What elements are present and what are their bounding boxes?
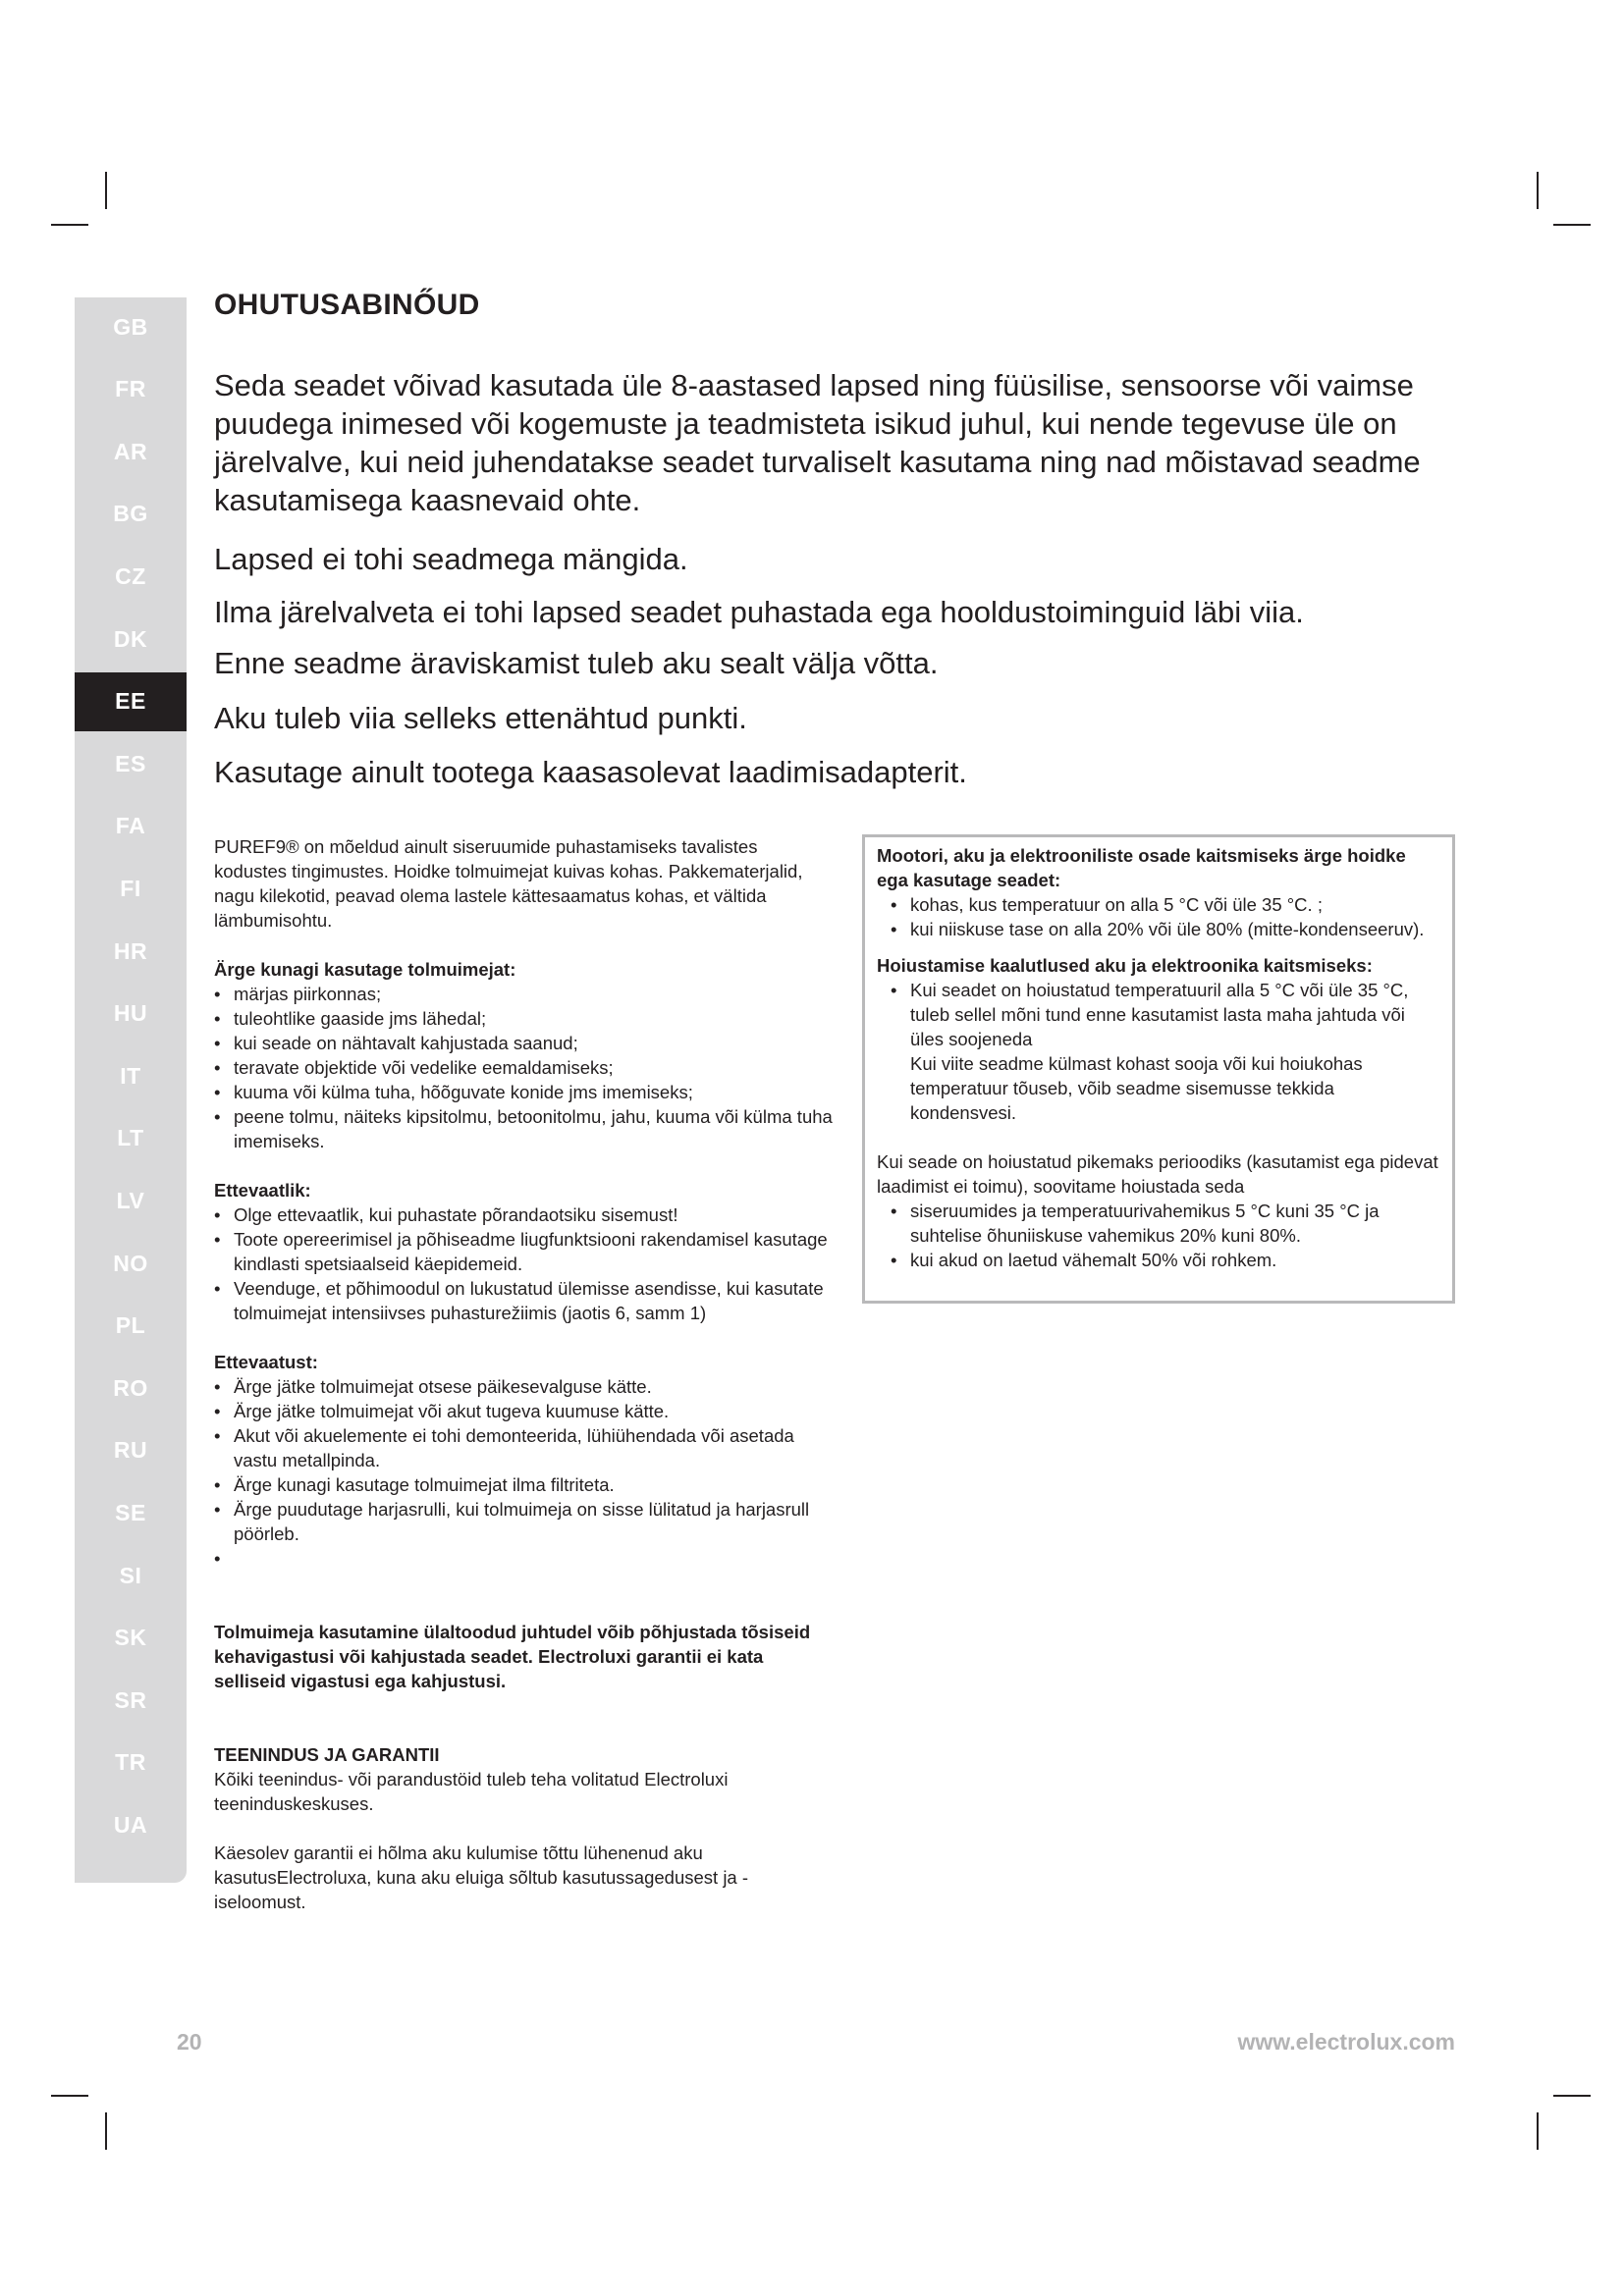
language-tab-no[interactable]: NO (113, 1250, 148, 1276)
section-heading-storage: Hoiustamise kaalutlused aku ja elektroonika kaitsmiseks: (877, 955, 1373, 976)
language-tab-gb[interactable]: GB (113, 313, 148, 340)
language-tab-it[interactable]: IT (120, 1062, 141, 1089)
crop-mark (105, 2112, 107, 2150)
list-item: • Ärge puudutage harjasrulli, kui tolmuimeja on sisse lülitatud ja harjasrull pöörleb. (214, 1497, 833, 1546)
section-heading-careful: Ettevaatlik: (214, 1180, 311, 1201)
language-tab-sk[interactable]: SK (114, 1625, 147, 1651)
language-tab-ar[interactable]: AR (113, 438, 148, 464)
language-tab-cz[interactable]: CZ (115, 562, 146, 589)
storage-continuation: Kui viite seadme külmast kohast sooja või kui hoiukohas temperatuur tõuseb, võib seadme sisemusse tekkida kondensvesi. (910, 1053, 1363, 1123)
language-tab-ee[interactable]: EE (75, 672, 187, 731)
language-tab-ua[interactable]: UA (113, 1811, 148, 1838)
language-tab-es[interactable]: ES (115, 750, 146, 776)
crop-mark (1553, 2095, 1591, 2097)
language-tab-si[interactable]: SI (119, 1562, 142, 1588)
language-tab-se[interactable]: SE (115, 1499, 146, 1525)
intro-paragraph: Kasutage ainult tootega kaasasolevat laadimisadapterit. (214, 755, 967, 789)
language-tab-sr[interactable]: SR (114, 1686, 147, 1713)
section-heading-caution: Ettevaatust: (214, 1352, 318, 1372)
crop-mark (1553, 224, 1591, 226)
crop-mark (1537, 2112, 1539, 2150)
long-storage-list (877, 1199, 1440, 1272)
list-item: • kui akud on laetud vähemalt 50% või rohkem. (891, 1248, 1440, 1272)
list-item: • kohas, kus temperatuur on alla 5 °C või üle 35 °C. ; (891, 892, 1440, 917)
list-item (214, 1546, 833, 1571)
list-item: • peene tolmu, näiteks kipsitolmu, betoonitolmu, jahu, kuuma või külma tuha imemiseks. (214, 1104, 833, 1153)
intro-paragraph: Enne seadme äraviskamist tuleb aku sealt välja võtta. (214, 646, 939, 680)
crop-mark (51, 224, 88, 226)
section-heading-protect: Mootori, aku ja elektrooniliste osade kaitsmiseks ärge hoidke ega kasutage seadet: (877, 845, 1406, 890)
language-tab-pl[interactable]: PL (115, 1312, 146, 1339)
careful-list (214, 1202, 833, 1325)
list-item: • märjas piirkonnas; (214, 982, 833, 1006)
language-tab-tr[interactable]: TR (115, 1749, 146, 1776)
list-item: • kui niiskuse tase on alla 20% või üle 80% (mitte-kondenseeruv). (891, 917, 1440, 941)
list-item: • Ärge jätke tolmuimejat otsese päikesevalguse kätte. (214, 1374, 833, 1399)
warranty-warning: Tolmuimeja kasutamine ülaltoodud juhtudel võib põhjustada tõsiseid kehavigastusi või kahjustada seadet. Electroluxi garantii ei kata selliseid vigastusi ega kahjustusi. (214, 1622, 811, 1691)
service-text: Kõiki teenindus- või parandustöid tuleb teha volitatud Electroluxi teeninduskeskuses. (214, 1769, 729, 1814)
language-sidebar (75, 297, 187, 1883)
list-item: • Olge ettevaatlik, kui puhastate põrandaotsiku sisemust! (214, 1202, 833, 1227)
left-column (214, 834, 833, 1914)
section-heading-service: TEENINDUS JA GARANTII (214, 1744, 440, 1765)
intro-paragraph: Aku tuleb viia selleks ettenähtud punkti. (214, 701, 747, 735)
list-item: • Toote opereerimisel ja põhiseadme liugfunktsiooni rakendamisel kasutage kindlasti spetsiaalseid käepidemeid. (214, 1227, 833, 1276)
crop-mark (51, 2095, 88, 2097)
language-tab-lt[interactable]: LT (117, 1125, 144, 1151)
language-tab-fr[interactable]: FR (115, 376, 146, 402)
language-tab-hr[interactable]: HR (113, 937, 148, 964)
language-tab-fi[interactable]: FI (120, 875, 141, 901)
language-tab-ro[interactable]: RO (113, 1374, 148, 1401)
list-item: • Akut või akuelemente ei tohi demonteerida, lühiühendada või asetada vastu metallpinda. (214, 1423, 833, 1472)
warranty-text: Käesolev garantii ei hõlma aku kulumise tõttu lühenenud aku kasutusElectroluxa, kuna aku eluiga sõltub kasutussagedusest ja -iseloomust. (214, 1842, 749, 1912)
list-item: • Kui seadet on hoiustatud temperatuuril alla 5 °C või üle 35 °C, tuleb sellel mõni tund enne kasutamist lasta maha jahtuda või üles soojeneda (891, 978, 1440, 1051)
intro-paragraph: Ilma järelvalveta ei tohi lapsed seadet puhastada ega hooldustoiminguid läbi viia. (214, 595, 1304, 629)
language-tab-hu[interactable]: HU (113, 1000, 148, 1027)
storage-list (877, 978, 1440, 1051)
list-item: • kuuma või külma tuha, hõõguvate konide jms imemiseks; (214, 1080, 833, 1104)
list-item: • tuleohtlike gaaside jms lähedal; (214, 1006, 833, 1031)
list-item: • kui seade on nähtavalt kahjustada saanud; (214, 1031, 833, 1055)
list-item: • Ärge kunagi kasutage tolmuimejat ilma filtriteta. (214, 1472, 833, 1497)
language-tab-ru[interactable]: RU (113, 1437, 148, 1464)
list-item: • Ärge jätke tolmuimejat või akut tugeva kuumuse kätte. (214, 1399, 833, 1423)
list-item: • siseruumides ja temperatuurivahemikus 5 °C kuni 35 °C ja suhtelise õhuniiskuse vahemikus 20% kuni 80%. (891, 1199, 1440, 1248)
list-item: • Veenduge, et põhimoodul on lukustatud ülemisse asendisse, kui kasutate tolmuimejat intensiivses puhasturežiimis (jaotis 6, samm 1) (214, 1276, 833, 1325)
caution-list (214, 1374, 833, 1571)
long-storage-text: Kui seade on hoiustatud pikemaks perioodiks (kasutamist ega pidevat laadimist ei toimu), soovitame hoiustada seda (877, 1151, 1438, 1197)
never-use-list (214, 982, 833, 1153)
language-tab-fa[interactable]: FA (115, 813, 146, 839)
protect-list (877, 892, 1440, 941)
crop-mark (1537, 172, 1539, 209)
section-heading-never-use: Ärge kunagi kasutage tolmuimejat: (214, 959, 516, 980)
website-url: www.electrolux.com (1237, 2029, 1455, 2055)
language-tab-bg[interactable]: BG (113, 501, 148, 527)
crop-mark (105, 172, 107, 209)
intro-paragraph: Seda seadet võivad kasutada üle 8-aastased lapsed ning füüsilise, sensoorse või vaimse puudega inimesed või kogemuste ja teadmisteta isikud juhul, kui nende tegevuse üle on järelvalve, kui neid juhendatakse seadet turvaliselt kasutama ning nad mõistavad seadme kasutamisega kaasnevaid ohte. (214, 368, 1421, 517)
intro-paragraph: Lapsed ei tohi seadmega mängida. (214, 542, 688, 576)
page-number: 20 (177, 2029, 202, 2055)
language-tab-dk[interactable]: DK (113, 625, 148, 652)
language-tab-lv[interactable]: LV (116, 1187, 145, 1213)
product-intro: PUREF9® on mõeldud ainult siseruumide puhastamiseks tavalistes kodustes tingimustes. Hoidke tolmuimejat kuivas kohas. Pakkematerjalid, nagu kilekotid, peavad olema lastele kättesaamatus kohas, et vältida lämbumisohtu. (214, 836, 803, 931)
list-item: • teravate objektide või vedelike eemaldamiseks; (214, 1055, 833, 1080)
page-title: OHUTUSABINŐUD (214, 289, 480, 321)
storage-info-box (862, 834, 1455, 1304)
